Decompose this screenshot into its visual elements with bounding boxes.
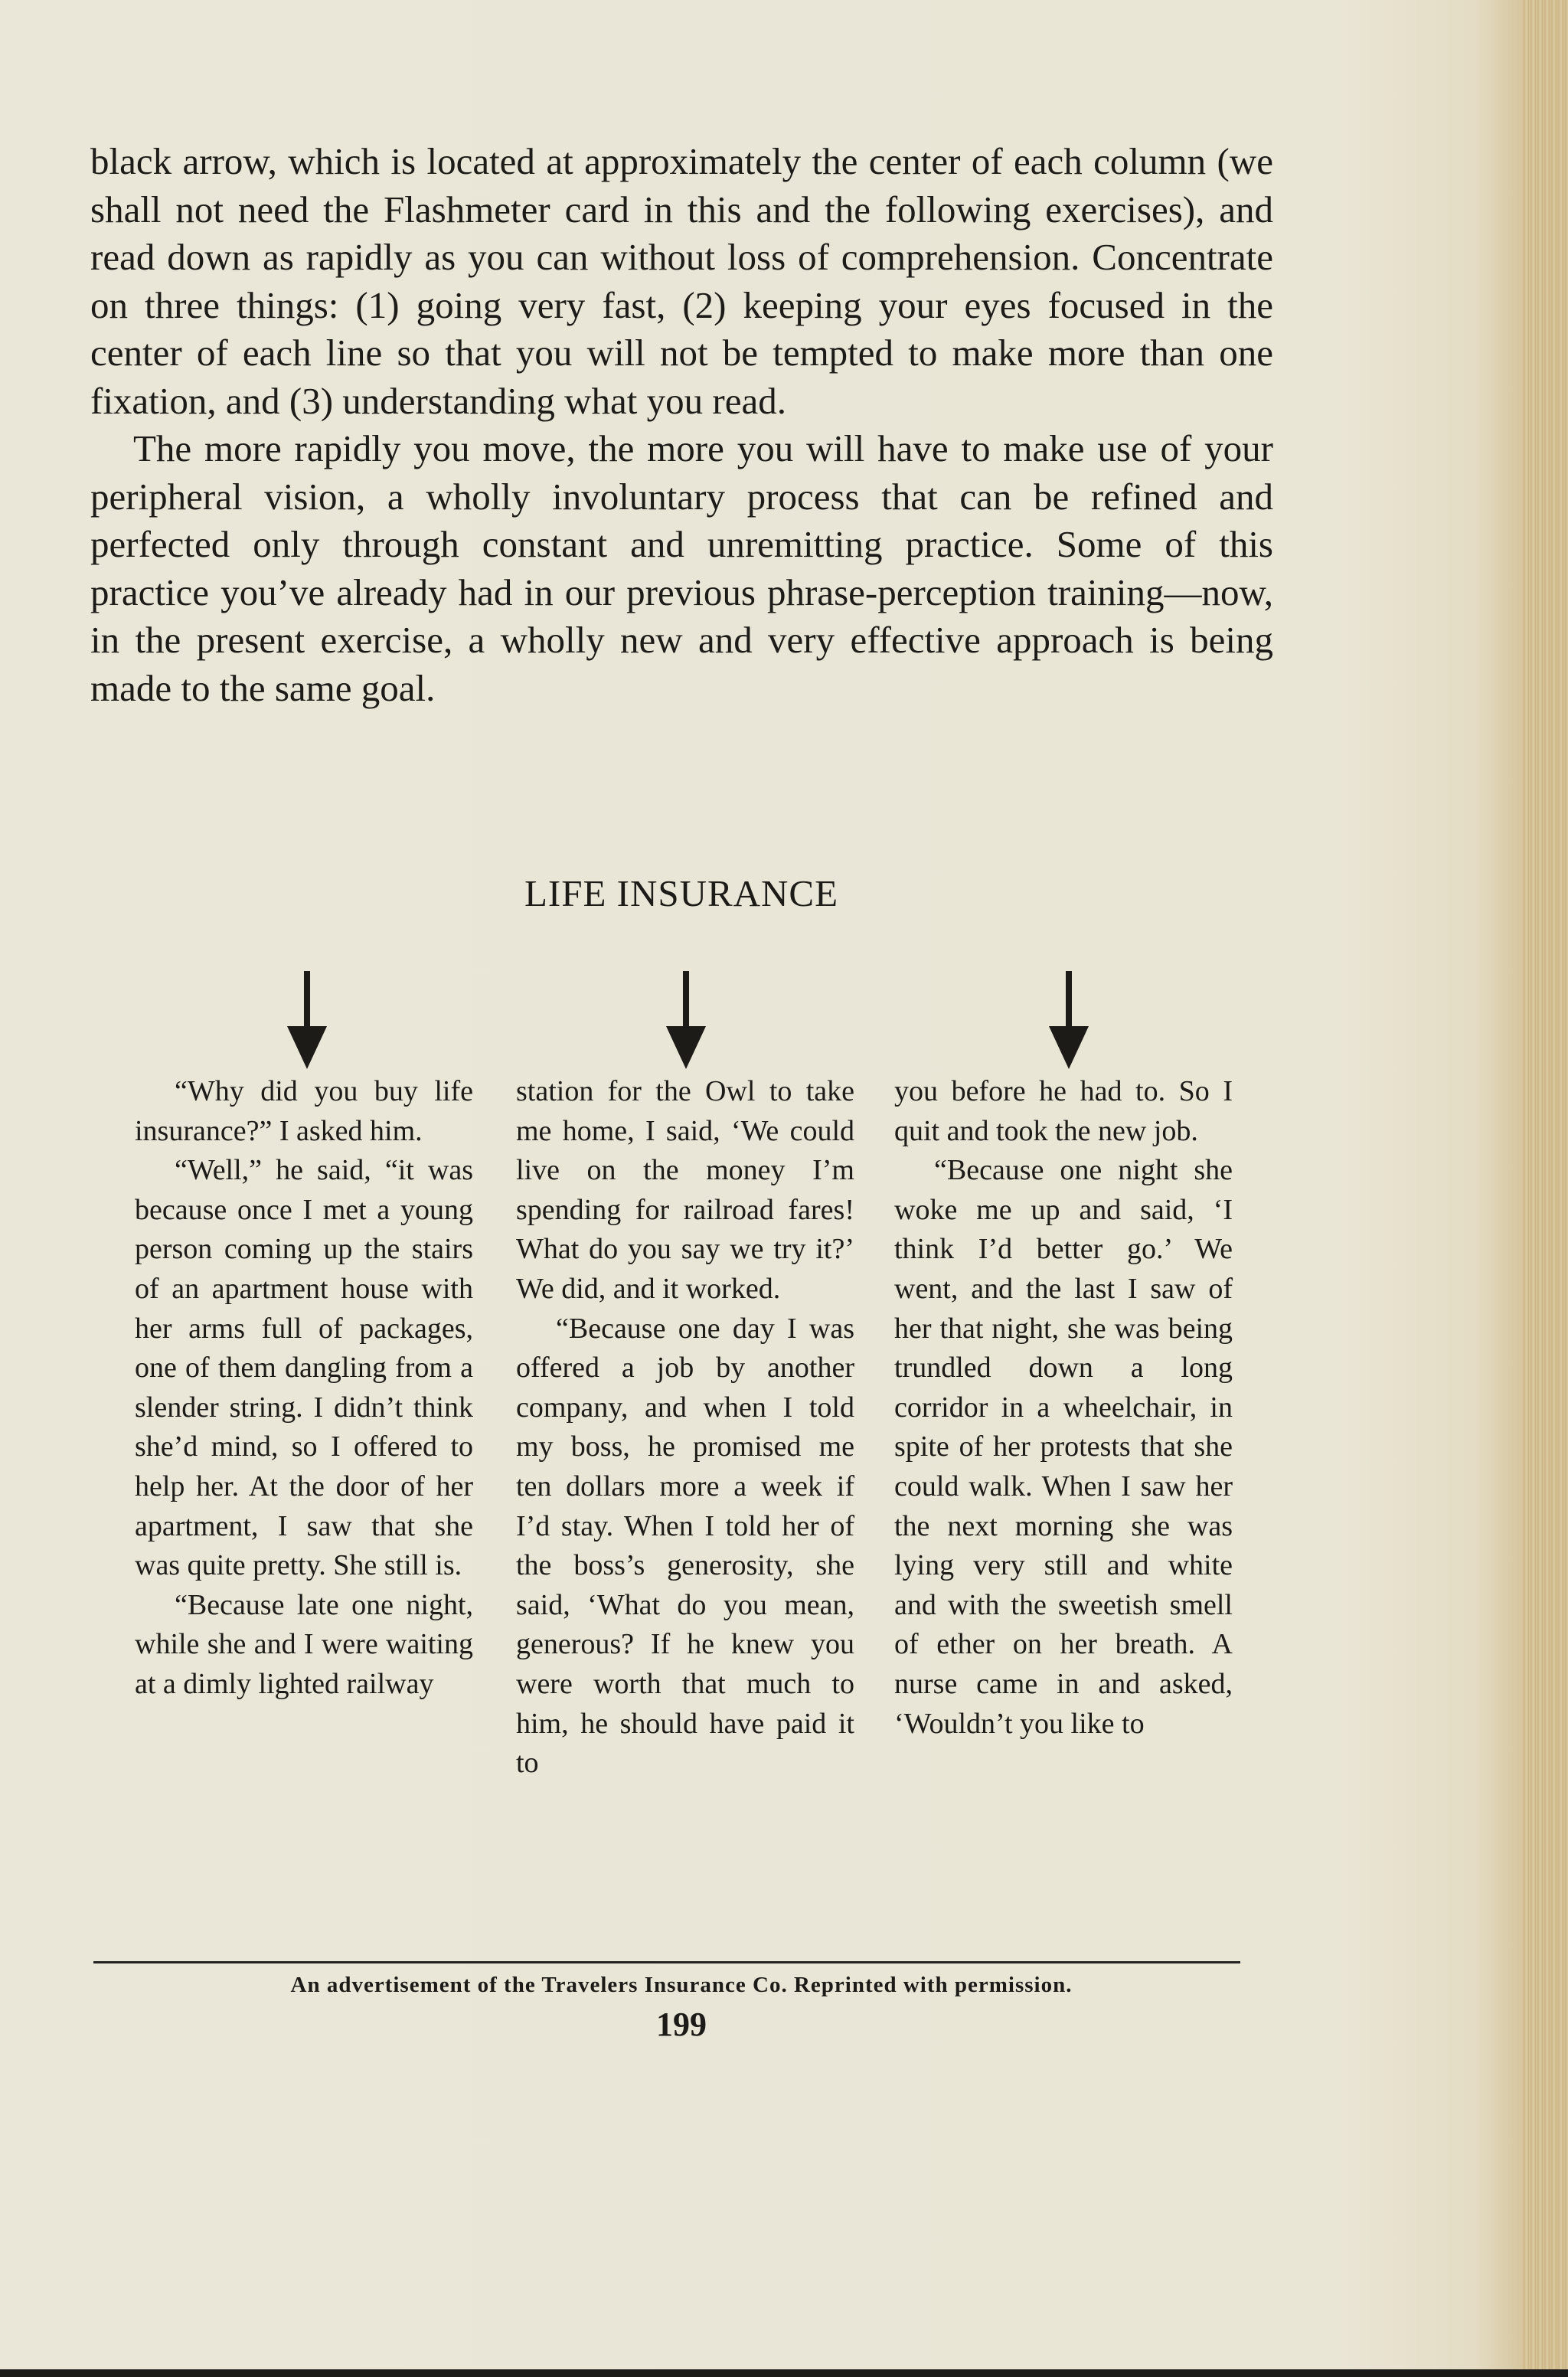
text-column-3 xyxy=(894,1072,1233,1744)
exercise-title: LIFE INSURANCE xyxy=(524,872,839,914)
down-arrow-icon xyxy=(1046,971,1092,1069)
column-paragraph: station for the Owl to take me home, I said, ‘We could live on the money I’m spending for railroad fares! What do you say we try it?’ We did, and it worked. xyxy=(516,1075,854,1305)
page-number: 199 xyxy=(656,2006,707,2043)
intro-text xyxy=(90,138,1273,712)
text-column-2 xyxy=(516,1072,854,1784)
text-column-1 xyxy=(135,1072,473,1705)
down-arrow-icon xyxy=(663,971,709,1069)
column-paragraph: “Well,” he said, “it was because once I met a young person coming up the stairs of an apartment house with her arms full of packages, one of them dangling from a slender string. I didn’t think she’d mind, so I offered to help her. At the door of her apartment, I saw that she was quite pretty. She still is. xyxy=(135,1154,473,1582)
intro-paragraph: black arrow, which is located at approximately the center of each column (we shall not need the Flashmeter card in this and the following exercises), and read down as rapidly as you can without loss of comprehension. Concentrate on three things: (1) going very fast, (2) keeping your eyes focused in the center of each line so that you will not be tempted to make more than one fixation, and (3) understanding what you read. xyxy=(90,140,1273,422)
footnote: An advertisement of the Travelers Insurance Co. Reprinted with permission. xyxy=(290,1973,1073,1997)
scan-bottom-edge xyxy=(0,2369,1568,2377)
down-arrow-icon xyxy=(284,971,330,1069)
column-paragraph: “Because one night she woke me up and said, ‘I think I’d better go.’ We went, and the last I saw of her that night, she was being trundled down a long corridor in a wheelchair, in spite of her protests that she could walk. When I saw her the next morning she was lying very still and white and with the sweetish smell of ether on her breath. A nurse came in and asked, ‘Wouldn’t you like to xyxy=(894,1154,1233,1740)
footnote-rule xyxy=(93,1961,1240,1963)
column-paragraph: “Because one day I was offered a job by another company, and when I told my boss, he promised me ten dollars more a week if I’d stay. When I told her of the boss’s generosity, she said, ‘What do you mean, generous? If he knew you were worth that much to him, he should have paid it to xyxy=(516,1312,854,1780)
column-paragraph: you before he had to. So I quit and took the new job. xyxy=(894,1075,1233,1147)
column-paragraph: “Because late one night, while she and I were waiting at a dimly lighted railway xyxy=(135,1588,473,1700)
column-paragraph: “Why did you buy life insurance?” I asked him. xyxy=(135,1075,473,1147)
intro-paragraph: The more rapidly you move, the more you will have to make use of your peripheral vision, a wholly involuntary process that can be refined and perfected only through constant and unremitting practice. Some of this practice you’ve already had in our previous phrase-perception training—now, in the present exercise, a wholly new and very effective approach is being made to the same goal. xyxy=(90,427,1273,709)
page-edge xyxy=(1522,0,1568,2377)
